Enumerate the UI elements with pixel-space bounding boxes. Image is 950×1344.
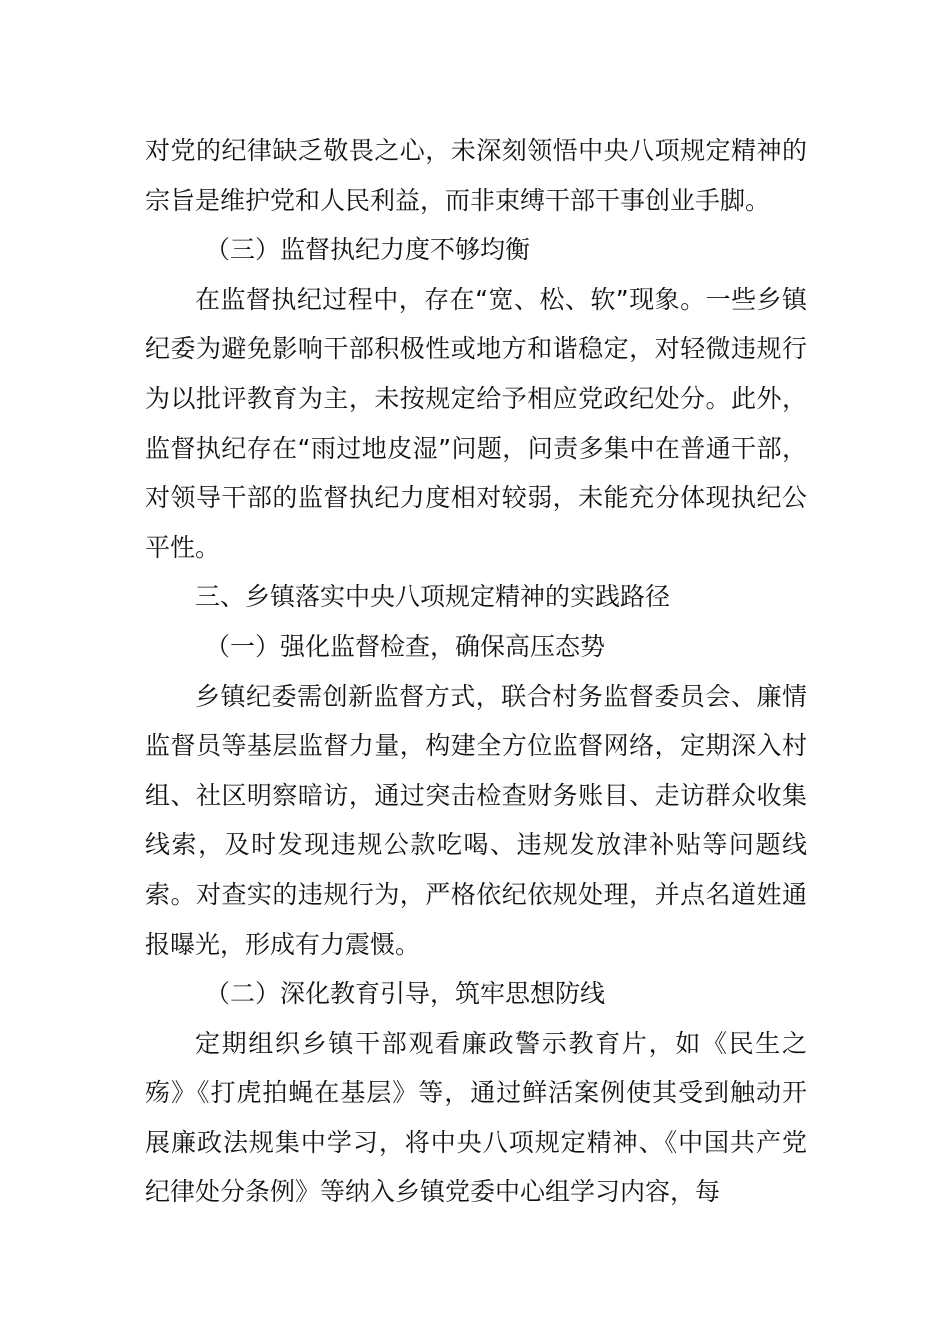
subheading-strengthen-supervision: （一）强化监督检查，确保高压态势 (205, 631, 606, 661)
document-body (145, 126, 807, 1217)
subheading-deepen-education: （二）深化教育引导，筑牢思想防线 (205, 979, 606, 1009)
paragraph-education-activities: 定期组织乡镇干部观看廉政警示教育片，如《民生之殇》《打虎拍蝇在基层》等，通过鲜活案例使其受到触动开展廉政法规集中学习，将中央八项规定精神、《中国共产党纪律处分条例》等纳入乡镇党委中心组学习内容，每 (145, 1028, 807, 1207)
subheading-supervision-balance: （三）监督执纪力度不够均衡 (205, 235, 531, 265)
paragraph-continued: 对党的纪律缺乏敬畏之心，未深刻领悟中央八项规定精神的宗旨是维护党和人民利益，而非束缚干部干事创业手脚。 (145, 136, 807, 215)
paragraph-supervision-network: 乡镇纪委需创新监督方式，联合村务监督委员会、廉情监督员等基层监督力量，构建全方位监督网络，定期深入村组、社区明察暗访，通过突击检查财务账目、走访群众收集线索，及时发现违规公款吃喝、违规发放津补贴等问题线索。对查实的违规行为，严格依纪依规处理，并点名道姓通报曝光，形成有力震慑。 (145, 681, 807, 959)
paragraph-supervision-issues: 在监督执纪过程中，存在“宽、松、软”现象。一些乡镇纪委为避免影响干部积极性或地方和谐稳定，对轻微违规行为以批评教育为主，未按规定给予相应党政纪处分。此外，监督执纪存在“雨过地皮湿”问题，问责多集中在普通干部，对领导干部的监督执纪力度相对较弱，未能充分体现执纪公平性。 (145, 284, 807, 562)
section-heading-practice-path: 三、乡镇落实中央八项规定精神的实践路径 (195, 582, 671, 612)
